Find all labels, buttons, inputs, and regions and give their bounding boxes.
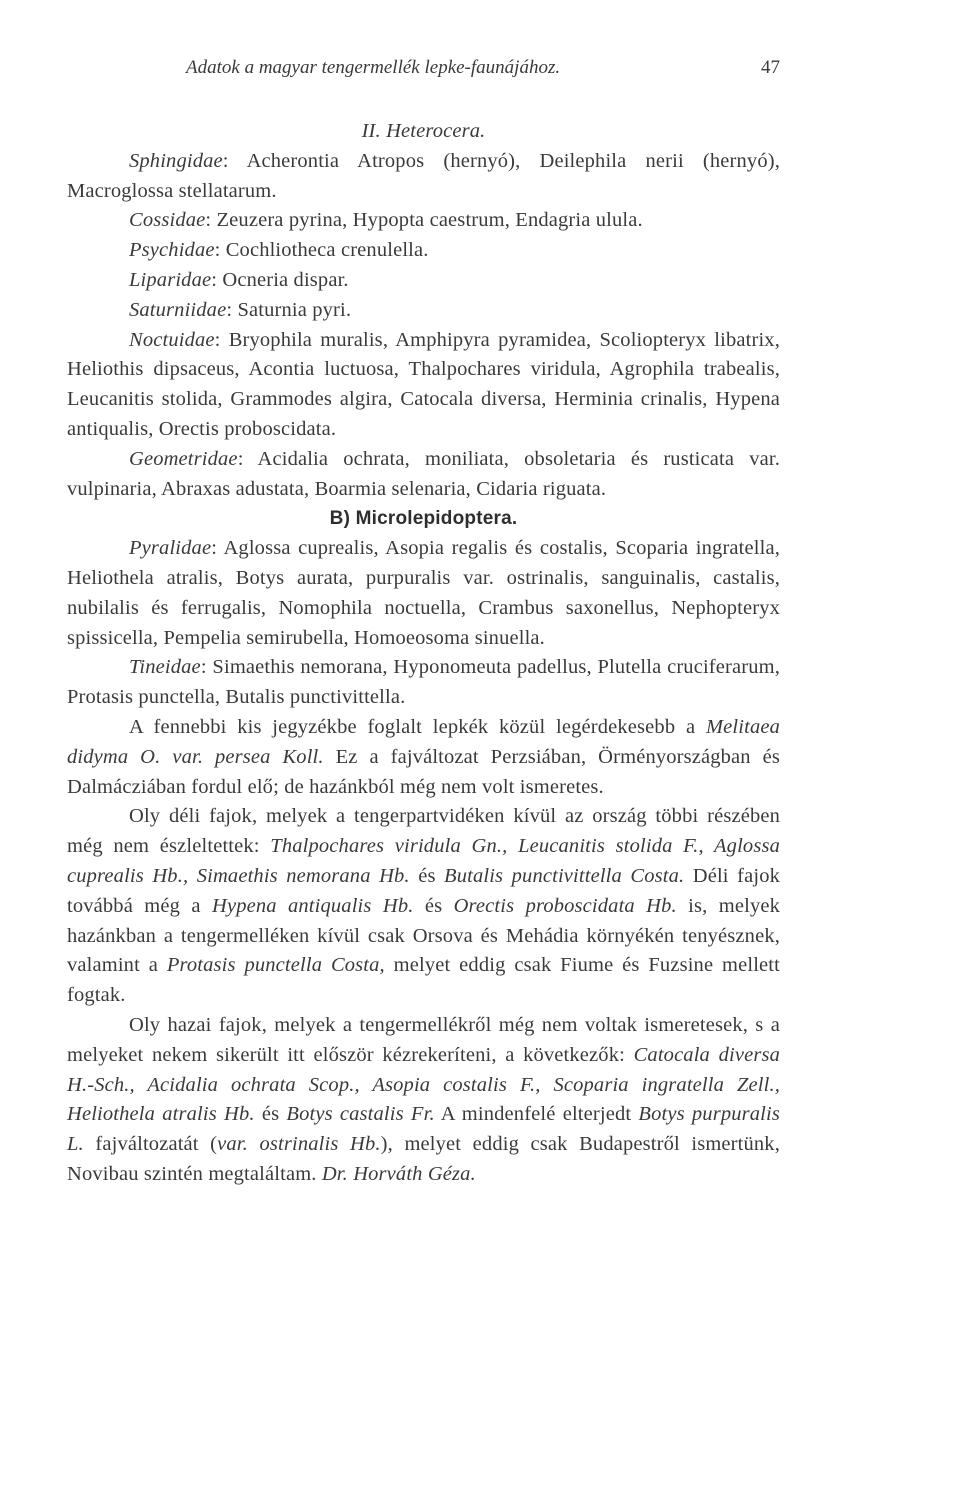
article-body bbox=[67, 117, 780, 1190]
paragraph: A fennebbi kis jegyzékbe foglalt lepkék közül legérdekesebb a Melitaea didyma O. var. persea Koll. Ez a fajváltozat Perzsiában, Örményországban és Dalmácziában fordul elő; de hazánkból még nem volt ismeretes. bbox=[67, 715, 780, 798]
species-list: Saturnia pyri. bbox=[237, 298, 352, 321]
family-entry: Tineidae: Simaethis nemorana, Hyponomeuta padellus, Plutella cruciferarum, Protasis punctella, Butalis punctivittella. bbox=[67, 656, 781, 709]
species-list: Simaethis nemorana, Hyponomeuta padellus, Plutella cruciferarum, Protasis punctella, Butalis punctivittella. bbox=[67, 656, 781, 709]
species-name: Botys castalis Fr. bbox=[286, 1103, 435, 1126]
family-name: Saturniidae bbox=[129, 298, 227, 321]
family-name: Tineidae bbox=[129, 656, 201, 679]
family-entry: Cossidae: Zeuzera pyrina, Hypopta caestrum, Endagria ulula. bbox=[129, 209, 643, 232]
family-name: Geometridae bbox=[129, 447, 238, 470]
paragraph: Oly déli fajok, melyek a tengerpartvidéken kívül az ország többi részében még nem észleltettek: Thalpochares viridula Gn., Leucanitis stolida F., Aglossa cuprealis Hb., Simaethis nemorana Hb. és Butalis punctivittella Costa. Déli fajok továbbá még a Hypena antiqualis Hb. és Orectis proboscidata Hb. is, melyek hazánkban a tengermelléken kívül csak Orsova és Mehádia környékén tenyésznek, valamint a Protasis punctella Costa, melyet eddig csak Fiume és Fuzsine mellett fogtak. bbox=[67, 805, 781, 1007]
species-name: Hypena antiqualis Hb. bbox=[212, 894, 414, 917]
running-title: Adatok a magyar tengermellék lepke-faunájához. bbox=[186, 57, 561, 78]
species-name: Catocala diversa H.-Sch., Acidalia ochrata Scop., Asopia costalis F., Scoparia ingratella Zell., Heliothela atralis Hb. bbox=[67, 1043, 780, 1126]
subheading: B) Microlepidoptera. bbox=[329, 508, 518, 530]
species-list: Cochliotheca crenulella. bbox=[225, 239, 429, 262]
species-name: Thalpochares viridula Gn., Leucanitis stolida F., Aglossa cuprealis Hb., Simaethis nemorana Hb. bbox=[67, 835, 780, 887]
section-title: II. Heterocera. bbox=[361, 120, 486, 142]
species-name: Botys purpuralis L. bbox=[67, 1103, 780, 1156]
author-signature: Dr. Horváth Géza. bbox=[321, 1162, 476, 1185]
page-number: 47 bbox=[761, 57, 780, 78]
species-name: Protasis punctella Costa, bbox=[166, 954, 385, 977]
family-name: Pyralidae bbox=[129, 537, 212, 560]
paragraph: Oly hazai fajok, melyek a tengermellékről még nem voltak ismeretesek, s a melyeket nekem sikerült itt először kézrekeríteni, a következők: Catocala diversa H.-Sch., Acidalia ochrata Scop., Asopia costalis F., Scoparia ingratella Zell., Heliothela atralis Hb. és Botys castalis Fr. A mindenfelé elterjedt Botys purpuralis L. fajváltozatát (var. ostrinalis Hb.), melyet eddig csak Budapestről ismertünk, Novibau szintén megtaláltam. Dr. Horváth Géza. bbox=[67, 1013, 780, 1185]
running-header bbox=[186, 56, 780, 80]
family-name: Psychidae bbox=[129, 239, 215, 262]
family-name: Sphingidae bbox=[129, 149, 223, 172]
family-entry: Pyralidae: Aglossa cuprealis, Asopia regalis és costalis, Scoparia ingratella, Heliothela atralis, Botys aurata, purpuralis var. ostrinalis, sanguinalis, castalis, nubilalis és ferrugalis, Nomophila noctuella, Crambus saxonellus, Nephopteryx spissicella, Pempelia semirubella, Homoeosoma sinuella. bbox=[67, 537, 780, 649]
family-entry: Noctuidae: Bryophila muralis, Amphipyra pyramidea, Scoliopteryx libatrix, Heliothis dipsaceus, Acontia luctuosa, Thalpochares viridula, Agrophila trabealis, Leucanitis stolida, Grammodes algira, Catocala diversa, Herminia crinalis, Hypena antiqualis, Orectis proboscidata. bbox=[67, 328, 780, 440]
species-list: Ocneria dispar. bbox=[222, 268, 349, 291]
species-list: Acherontia Atropos (hernyó), Deilephila nerii (hernyó), Macroglossa stellatarum. bbox=[67, 149, 780, 202]
species-list: Zeuzera pyrina, Hypopta caestrum, Endagria ulula. bbox=[216, 209, 643, 232]
species-name: var. ostrinalis Hb. bbox=[217, 1133, 381, 1156]
family-entry: Geometridae: Acidalia ochrata, moniliata, obsoletaria és rusticata var. vulpinaria, Abraxas adustata, Boarmia selenaria, Cidaria riguata. bbox=[67, 447, 780, 500]
family-entry: Psychidae: Cochliotheca crenulella. bbox=[129, 239, 429, 262]
family-name: Cossidae bbox=[129, 209, 206, 232]
species-name: Orectis proboscidata Hb. bbox=[453, 894, 677, 917]
species-list: Bryophila muralis, Amphipyra pyramidea, Scoliopteryx libatrix, Heliothis dipsaceus, Acontia luctuosa, Thalpochares viridula, Agrophila trabealis, Leucanitis stolida, Grammodes algira, Catocala diversa, Herminia crinalis, Hypena antiqualis, Orectis proboscidata. bbox=[67, 328, 780, 440]
species-name: Butalis punctivittella Costa. bbox=[444, 864, 685, 887]
family-entry: Liparidae: Ocneria dispar. bbox=[129, 268, 349, 291]
species-name: Melitaea didyma O. var. persea Koll. bbox=[67, 715, 780, 768]
species-list: Aglossa cuprealis, Asopia regalis és costalis, Scoparia ingratella, Heliothela atralis, Botys aurata, purpuralis var. ostrinalis, sanguinalis, castalis, nubilalis és ferrugalis, Nomophila noctuella, Crambus saxonellus, Nephopteryx spissicella, Pempelia semirubella, Homoeosoma sinuella. bbox=[67, 537, 780, 649]
family-entry: Sphingidae: Acherontia Atropos (hernyó), Deilephila nerii (hernyó), Macroglossa stellatarum. bbox=[67, 149, 780, 202]
family-name: Liparidae bbox=[129, 268, 212, 291]
species-list: Acidalia ochrata, moniliata, obsoletaria és rusticata var. vulpinaria, Abraxas adustata, Boarmia selenaria, Cidaria riguata. bbox=[67, 447, 780, 500]
family-name: Noctuidae bbox=[129, 328, 215, 351]
family-entry: Saturniidae: Saturnia pyri. bbox=[129, 298, 352, 321]
